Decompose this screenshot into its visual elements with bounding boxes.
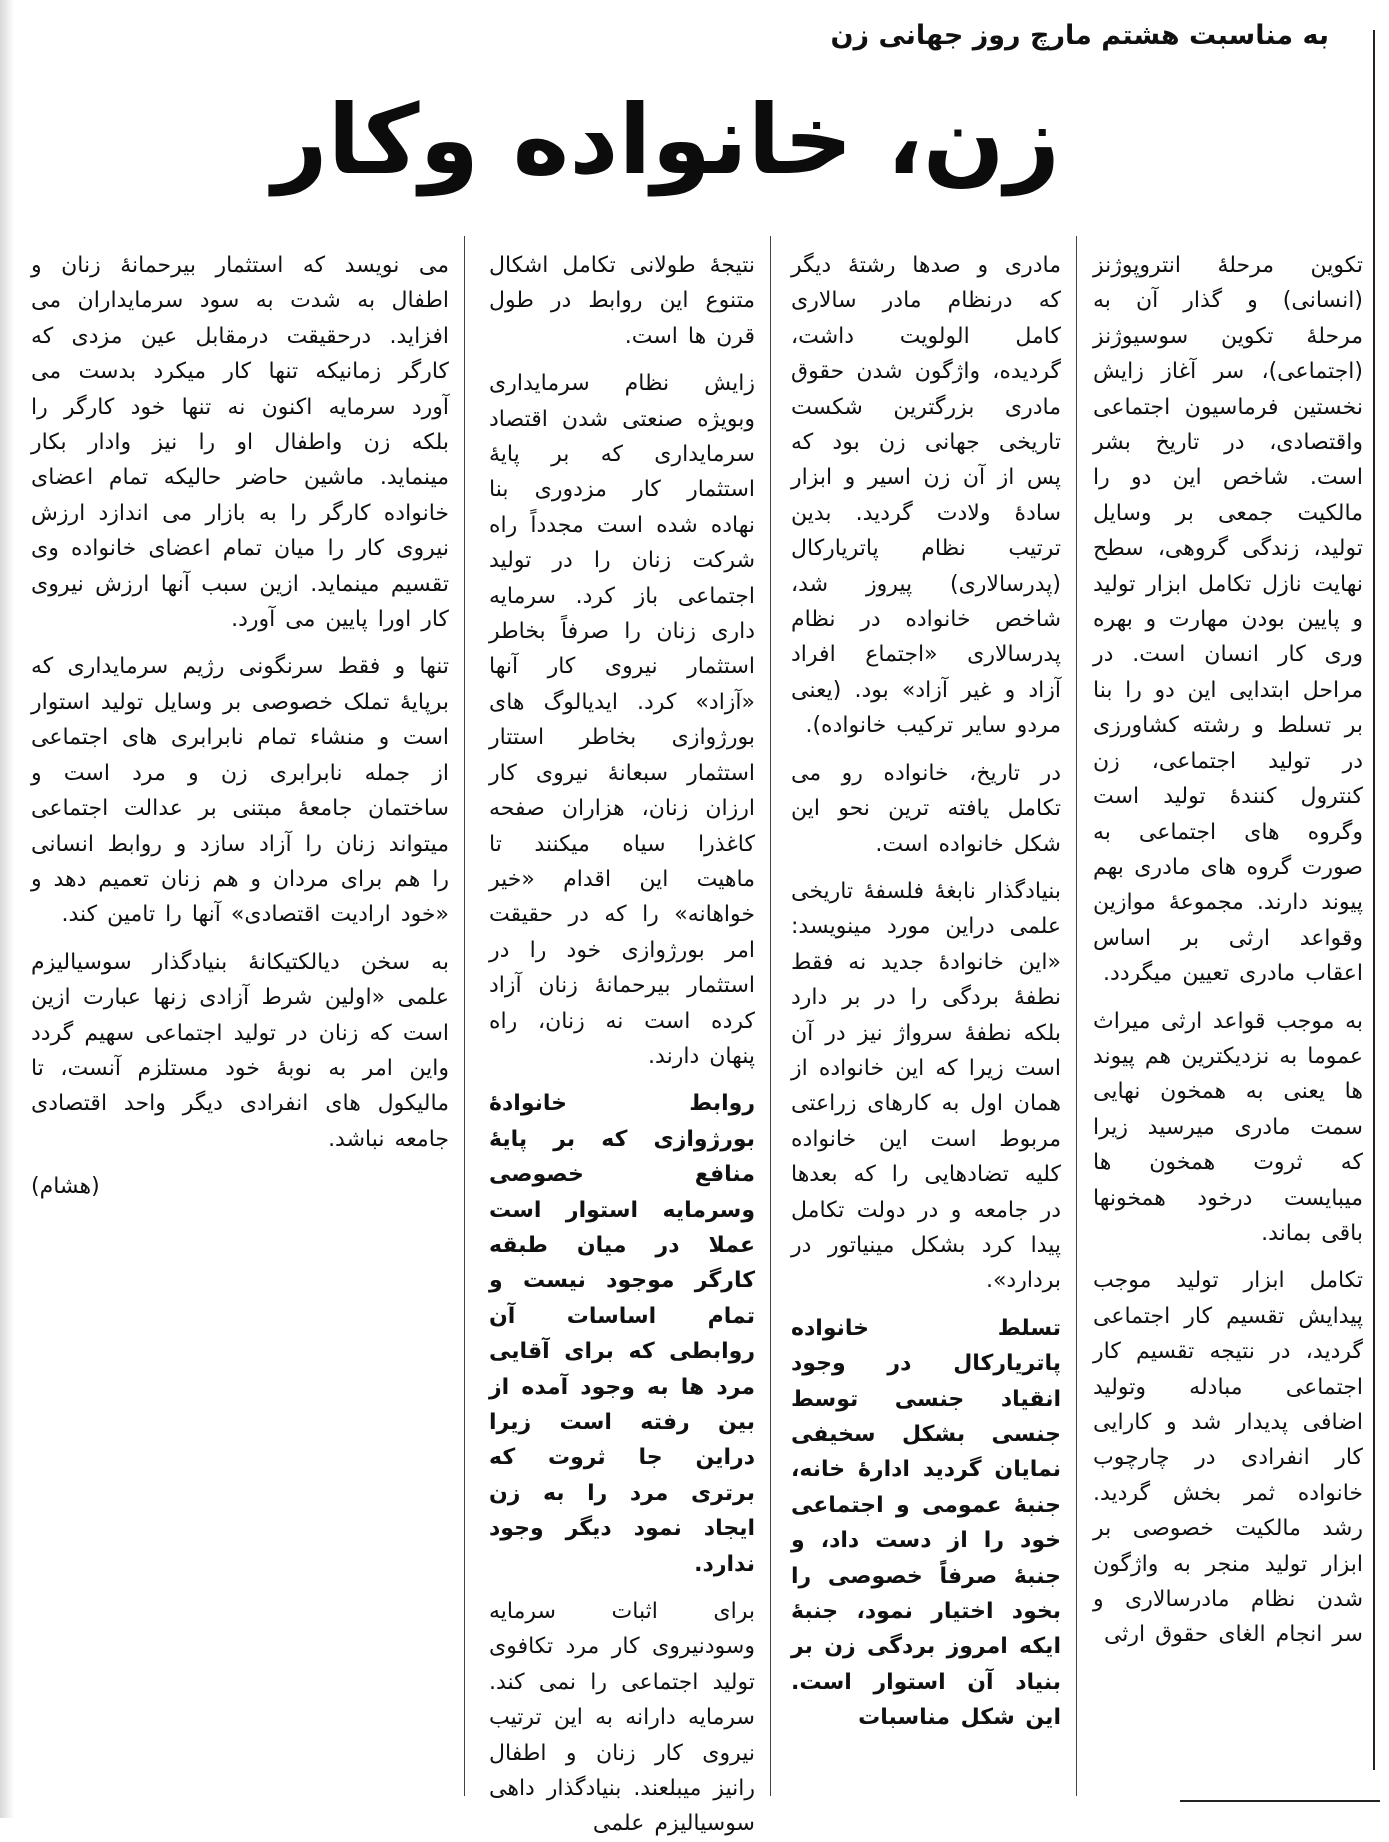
article-kicker: به مناسبت هشتم مارچ روز جهانی زن	[830, 20, 1329, 51]
column-4-paragraph: می نویسد که استثمار بیرحمانهٔ زنان و اطفال به شدت به سود سرمایداران می افزاید. درحقیقت درمقابل عین مزدی که کارگر زمانیکه تنها کار میکرد بدست می آورد سرمایه اکنون نه تنها خود کارگر را بلکه زن واطفال او را نیز وادار بکار مینماید. ماشین حاضر حالیکه تمام اعضای خانواده کارگر را به بازار می اندازد ارزش نیروی کار را میان تمام اعضای خانواده وی تقسیم مینماید. ازین سبب آنها ارزش نیروی کار اورا پایین می آورد.	[31, 253, 449, 633]
article-column-4	[31, 248, 449, 1798]
column-3-paragraph: برای اثبات سرمایه وسودنیروی کار مرد تکافوی تولید اجتماعی را نمی کند. سرمایه دارانه به این ترتیب نیروی کار زنان و اطفال رانیز میبلعند. بنیادگذار داهی سوسیالیزم علمی	[489, 1599, 755, 1837]
column-2-subheading-paragraph: تسلط خانواده پاتریارکال در وجود انقیاد جنسی توسط جنسی بشکل سخیفی نمایان گردید ادارهٔ خانه، جنبهٔ عمومی و اجتماعی خود را از دست داد، و جنبهٔ صرفاً خصوصی را بخود اختیار نمود، جنبهٔ ایکه امروز بردگی زن بر بنیاد آن استوار است. این شکل مناسبات	[791, 1315, 1061, 1731]
column-divider	[464, 236, 465, 1796]
page-border	[1373, 30, 1375, 1770]
column-1-paragraph: تکامل ابزار تولید موجب پیدایش تقسیم کار اجتماعی گردید، در نتیجه تقسیم کار اجتماعی مبادله وتولید اضافی پدیدار شد و کارایی کار انفرادی در چارچوب خانواده ثمر بخش گردید. رشد مالکیت خصوصی بر ابزار تولید منجر به واژگون شدن نظام مادرسالاری و سر انجام الغای حقوق ارثی	[1093, 1268, 1363, 1648]
article-column-2	[791, 248, 1061, 1808]
column-3-paragraph: زایش نظام سرمایداری وبویژه صنعتی شدن اقتصاد سرمایداری که بر پایهٔ استثمار کار مزدوری بنا نهاده شده است مجدداً راه شرکت زنان را در تولید اجتماعی باز کرد. سرمایه داری زنان را صرفاً بخاطر استثمار نیروی کار آنها «آزاد» کرد. ایدیالوگ های بورژوازی بخاطر استتار استثمار سبعانهٔ نیروی کار ارزان زنان، هزاران صفحه کاغذرا سیاه میکنند تا ماهیت این اقدام «خیر خواهانه» را که در حقیقت امر بورژوازی خود را در استثمار بیرحمانهٔ زنان آزاد کرده است نه زنان، راه پنهان دارند.	[489, 371, 755, 1069]
article-column-1	[1093, 248, 1363, 1768]
page-footer-rule	[1180, 1800, 1380, 1820]
column-2-paragraph: در تاریخ، خانواده رو می تکامل یافته ترین نحو این شکل خانواده است.	[791, 760, 1061, 857]
article-column-3	[489, 248, 755, 1837]
column-3-subheading-paragraph: روابط خانوادهٔ بورژوازی که بر پایهٔ منافع خصوصی وسرمایه استوار است عملا در میان طبقه کارگر موجود نیست و تمام اساسات آن روابطی که برای آقایی مرد ها به وجود آمده از بین رفته است زیرا دراین جا ثروت که برتری مرد را به زن ایجاد نمود دیگر وجود ندارد.	[489, 1091, 755, 1577]
column-divider	[770, 236, 771, 1796]
column-3-paragraph: نتیجهٔ طولانی تکامل اشکال متنوع این روابط در طول قرن ها است.	[489, 253, 755, 349]
column-4-paragraph: تنها و فقط سرنگونی رژیم سرمایداری که برپایهٔ تملک خصوصی بر وسایل تولید استوار است و منشاء تمام نابرابری های اجتماعی از جمله نابرابری زن و مرد است و ساختمان جامعهٔ مبتنی بر عدالت اجتماعی میتواند زنان را آزاد سازد و روابط انسانی را هم برای مردان و هم زنان تعمیم دهد و «خود ارادیت اقتصادی» آنها را تامین کند.	[31, 654, 449, 928]
author-signature: (هشام)	[31, 1174, 100, 1200]
column-2-paragraph: بنیادگذار نابغهٔ فلسفهٔ تاریخی علمی دراین مورد مینویسد: «این خانوادهٔ جدید نه فقط نطفهٔ بردگی را در بر دارد بلکه نطفهٔ سرواژ نیز در آن است زیرا که این خانواده از همان اول به کارهای زراعتی مربوط است این خانواده کلیه تضادهایی را که بعدها در جامعه و در دولت تکامل پیدا کرد بشکل مینیاتور در بردارد».	[791, 878, 1061, 1294]
column-2-paragraph: مادری و صدها رشتهٔ دیگر که درنظام مادر سالاری کامل الولویت داشت، گردیده، واژگون شدن حقوق مادری بزرگترین شکست تاریخی جهانی زن بود که پس از آن زن اسیر و ابزار سادهٔ ولادت گردید. بدین ترتیب نظام پاتریارکال (پدرسالاری) پیروز شد، شاخص خانواده در نظام پدرسالاری «اجتماع افراد آزاد و غیر آزاد» بود. (یعنی مردو سایر ترکیب خانواده).	[791, 253, 1061, 739]
scan-edge-shadow	[0, 0, 14, 1818]
column-divider	[1076, 236, 1077, 1796]
column-1-paragraph: تکوین مرحلهٔ انتروپوژنز (انسانی) و گذار آن به مرحلهٔ تکوین سوسیوژنز (اجتماعی)، سر آغاز زایش نخستین فرماسیون اجتماعی واقتصادی، در تاریخ بشر است. شاخص این دو را مالکیت جمعی بر وسایل تولید، زندگی گروهی، سطح نهایت نازل تکامل ابزار تولید و پایین بودن مهارت و بهره وری کار انسان است. در مراحل ابتدایی این دو را بنا بر تسلط و رشته کشاورزی در تولید اجتماعی، زن کنترول کنندهٔ تولید است وگروه های اجتماعی به صورت گروه های مادری بهم پیوند دارند. مجموعهٔ موازین وقواعد ارثی بر اساس اعقاب مادری تعیین میگردد.	[1093, 253, 1363, 987]
article-headline: زن، خانواده وکار	[272, 84, 1060, 196]
column-1-paragraph: به موجب قواعد ارثی میراث عموما به نزدیکترین هم پیوند ها یعنی به همخون نهایی سمت مادری میرسید زیرا که ثروت همخون ها میبایست درخود همخونها باقی بماند.	[1093, 1008, 1363, 1246]
column-4-paragraph: به سخن دیالکتیکانهٔ بنیادگذار سوسیالیزم علمی «اولین شرط آزادی زنها عبارت ازین است که زنان در تولید اجتماعی سهیم گردد واین امر به نوبهٔ خود مستلزم آنست، تا مالیکول های انفرادی دیگر واحد اقتصادی جامعه نباشد.	[31, 949, 449, 1152]
